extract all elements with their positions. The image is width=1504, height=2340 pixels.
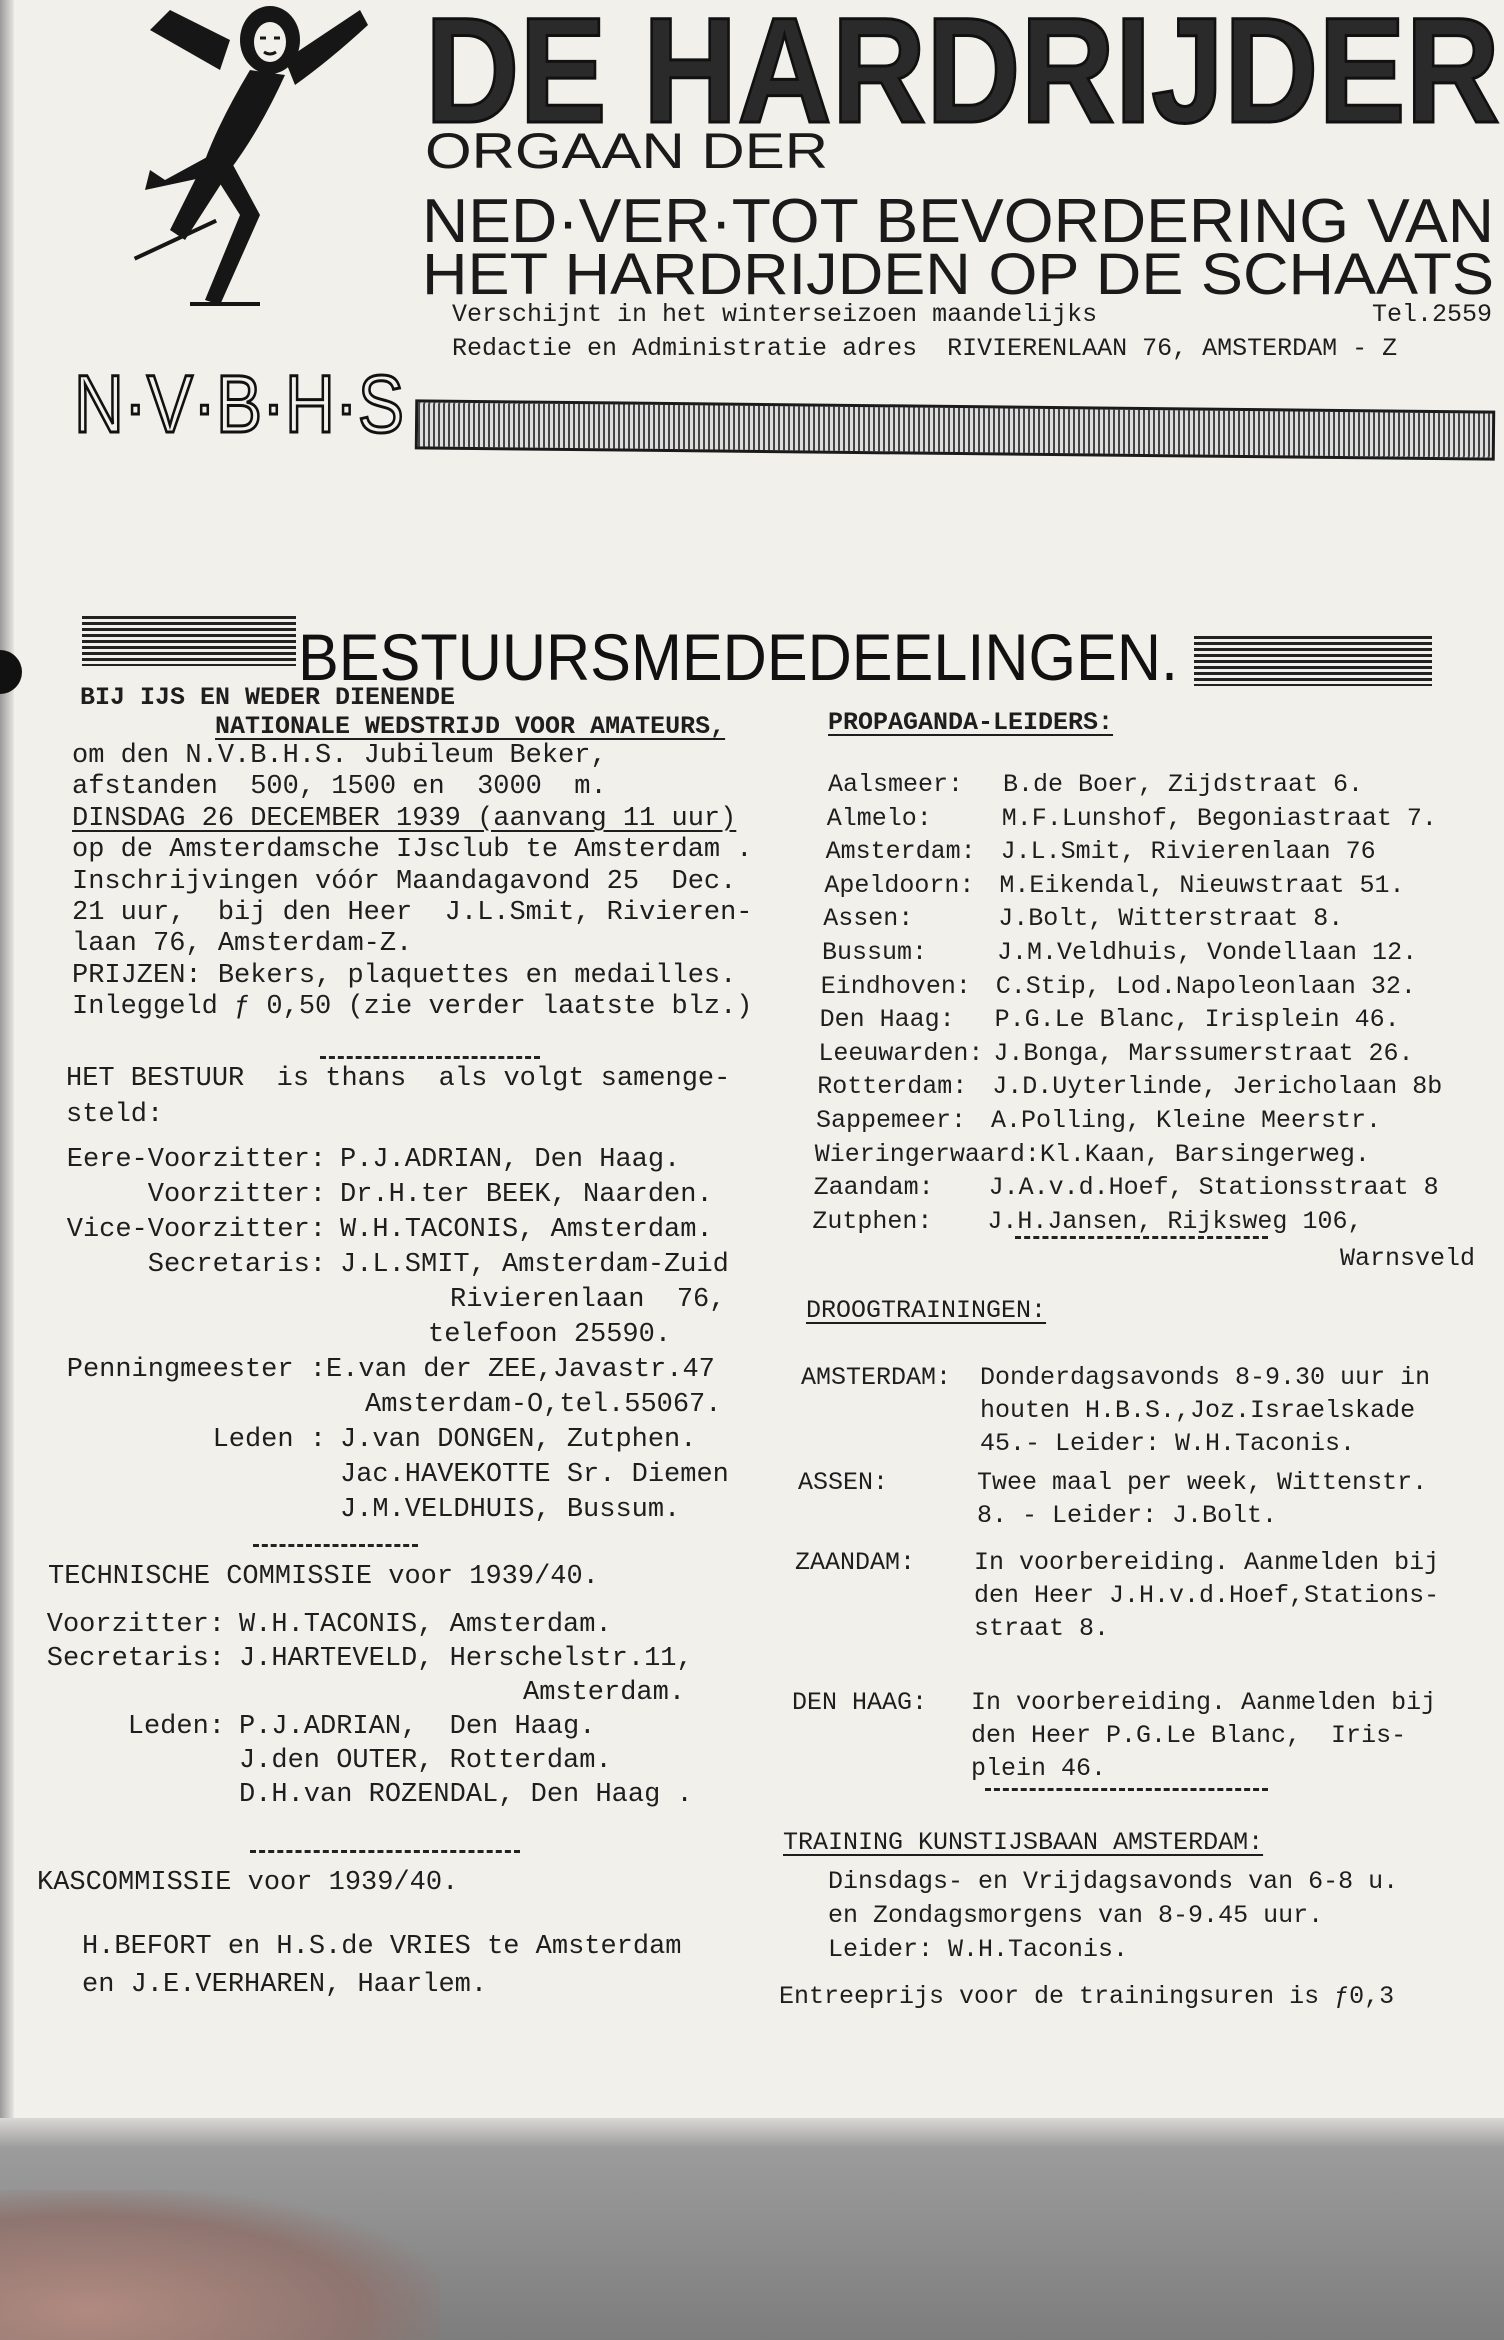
publication-frequency: Verschijnt in het winterseizoen maandelijks [452, 300, 1098, 329]
leader-name: C.Stip, Lod.Napoleonlaan 32. [995, 971, 1416, 1001]
leader-place: Wieringerwaard: [814, 1139, 1040, 1169]
propaganda-heading: PROPAGANDA-LEIDERS: [828, 708, 1114, 737]
svg-text:N·V·B·H·S: N·V·B·H·S [74, 359, 404, 450]
training-detail: Donderdagsavonds 8-9.30 uur in [980, 1363, 1431, 1392]
wedstrijd-line: afstanden 500, 1500 en 3000 m. [72, 772, 607, 803]
training-detail: In voorbereiding. Aanmelden bij [974, 1548, 1440, 1577]
training-detail: In voorbereiding. Aanmelden bij [971, 1688, 1437, 1717]
propaganda-leader-row [816, 1106, 1381, 1135]
editorial-address: Redactie en Administratie adres RIVIERENLAAN 76, AMSTERDAM - Z [452, 334, 1398, 363]
leader-place: Aalsmeer: [828, 770, 964, 799]
leader-name: A.Polling, Kleine Meerstr. [991, 1106, 1382, 1135]
member-row [40, 1678, 685, 1708]
wedstrijd-line: PRIJZEN: Bekers, plaquettes en medailles. [72, 960, 737, 991]
member-role [40, 1780, 225, 1810]
title-hatch-left [82, 616, 296, 666]
leader-name: J.M.Veldhuis, Vondellaan 12. [997, 938, 1418, 967]
member-role [50, 1390, 326, 1420]
member-row [50, 1285, 725, 1315]
finger-shadow [0, 2190, 440, 2340]
divider [320, 1056, 540, 1059]
leader-place: Den Haag: [819, 1005, 955, 1035]
member-row [40, 1610, 612, 1640]
member-role [40, 1678, 225, 1708]
leader-name: J.Bonga, Marssumerstraat 26. [993, 1038, 1414, 1068]
title-hatch-right [1194, 636, 1432, 686]
member-role: Voorzitter: [46, 1610, 225, 1640]
member-value: Jac.HAVEKOTTE Sr. Diemen [340, 1460, 729, 1490]
member-value: Rivierenlaan 76, [450, 1285, 726, 1315]
nvbhs-logo [70, 359, 410, 450]
divider [250, 1850, 520, 1853]
masthead-subtitle-2: NED·VER·TOT BEVORDERING VAN [422, 187, 1494, 256]
masthead-subtitle-3: HET HARDRIJDEN OP DE SCHAATS [422, 242, 1494, 307]
member-row [50, 1215, 713, 1245]
member-role: Secretaris: [147, 1250, 326, 1280]
kascommissie-line: en J.E.VERHAREN, Haarlem. [82, 1970, 488, 2000]
entree-price: Entreeprijs voor de trainingsuren is ƒ0,3 [779, 1982, 1395, 2011]
technische-commissie-heading: TECHNISCHE COMMISSIE voor 1939/40. [48, 1562, 599, 1592]
leader-place: Amsterdam: [825, 837, 976, 867]
member-role: Vice-Voorzitter: [66, 1215, 326, 1245]
training-detail: 8. - Leider: J.Bolt. [977, 1501, 1278, 1530]
propaganda-leader-row [814, 1173, 1439, 1202]
member-row [40, 1644, 693, 1674]
member-role [40, 1746, 225, 1776]
leader-name: M.F.Lunshof, Begoniastraat 7. [1001, 803, 1437, 833]
member-role: Voorzitter: [147, 1180, 326, 1210]
divider [1015, 1236, 1268, 1239]
divider [985, 1788, 1268, 1791]
leader-name: B.de Boer, Zijdstraat 6. [1003, 770, 1364, 799]
training-detail: den Heer J.H.v.d.Hoef,Stations- [974, 1581, 1440, 1610]
kunstijsbaan-line: en Zondagsmorgens van 8-9.45 uur. [828, 1901, 1324, 1930]
member-value: W.H.TACONIS, Amsterdam. [239, 1610, 612, 1640]
leader-place: Zutphen: [812, 1206, 933, 1236]
training-detail: straat 8. [974, 1614, 1110, 1643]
member-value: J.HARTEVELD, Herschelstr.11, [239, 1644, 693, 1674]
kunstijsbaan-line: Dinsdags- en Vrijdagsavonds van 6-8 u. [828, 1867, 1399, 1896]
propaganda-leader-row [828, 770, 1363, 799]
training-city: DEN HAAG: [792, 1688, 928, 1717]
wedstrijd-line: Inleggeld ƒ 0,50 (zie verder laatste blz.) [72, 992, 753, 1023]
leader-name: J.L.Smit, Rivierenlaan 76 [1000, 837, 1376, 867]
member-row [40, 1780, 693, 1810]
propaganda-leader-row [827, 804, 1437, 833]
leader-place: Leeuwarden: [818, 1038, 984, 1068]
member-value: P.J.ADRIAN, Den Haag. [239, 1712, 596, 1742]
leader-name: J.H.Jansen, Rijksweg 106, [987, 1206, 1363, 1236]
member-role [50, 1460, 326, 1490]
propaganda-leader-row [821, 972, 1416, 1001]
member-value: Amsterdam-O,tel.55067. [365, 1390, 722, 1420]
wedstrijd-line: Inschrijvingen vóór Maandagavond 25 Dec. [72, 866, 737, 897]
svg-text:BESTUURSMEDEDEELINGEN.: BESTUURSMEDEDEELINGEN. [298, 620, 1178, 694]
member-row [50, 1320, 671, 1350]
divider [253, 1544, 418, 1547]
leader-place: Sappemeer: [816, 1106, 967, 1135]
wedstrijd-heading: NATIONALE WEDSTRIJD VOOR AMATEURS, [215, 712, 726, 741]
member-value: D.H.van ROZENDAL, Den Haag . [239, 1780, 693, 1810]
member-value: Dr.H.ter BEEK, Naarden. [340, 1180, 713, 1210]
member-value: P.J.ADRIAN, Den Haag. [340, 1145, 681, 1175]
training-detail: houten H.B.S.,Joz.Israelskade [980, 1396, 1416, 1425]
member-row [50, 1145, 680, 1175]
training-detail: 45.- Leider: W.H.Taconis. [980, 1429, 1356, 1458]
leader-place: Zaandam: [813, 1173, 934, 1203]
member-role: Penningmeester : [66, 1355, 326, 1385]
wedstrijd-line: laan 76, Amsterdam-Z. [72, 929, 413, 960]
member-value: E.van der ZEE,Javastr.47 [326, 1355, 715, 1385]
member-row [50, 1355, 715, 1385]
member-row [40, 1746, 612, 1776]
member-value: W.H.TACONIS, Amsterdam. [340, 1215, 713, 1245]
kunstijsbaan-heading: TRAINING KUNSTIJSBAAN AMSTERDAM: [783, 1828, 1264, 1857]
member-role: Leden : [212, 1425, 326, 1455]
decorative-hatched-bar [415, 399, 1495, 460]
page-edge-shadow [0, 0, 14, 2130]
member-value: telefoon 25590. [428, 1320, 672, 1350]
propaganda-leader-row [822, 938, 1417, 967]
droogtrainingen-heading: DROOGTRAININGEN: [806, 1296, 1047, 1325]
member-value: J.M.VELDHUIS, Bussum. [340, 1495, 681, 1525]
leader-place: Rotterdam: [817, 1072, 968, 1102]
wedstrijd-intro: BIJ IJS EN WEDER DIENENDE [80, 683, 456, 712]
leader-name: J.Bolt, Witterstraat 8. [998, 904, 1344, 934]
propaganda-footer: Warnsveld [1340, 1244, 1476, 1273]
leader-name: M.Eikendal, Nieuwstraat 51. [999, 870, 1405, 900]
propaganda-leader-row [815, 1140, 1370, 1169]
member-value: Amsterdam. [523, 1678, 686, 1708]
leader-name: Kl.Kaan, Barsingerweg. [1039, 1139, 1370, 1169]
member-value: J.L.SMIT, Amsterdam-Zuid [340, 1250, 729, 1280]
leader-name: J.A.v.d.Hoef, Stationsstraat 8 [988, 1173, 1439, 1203]
propaganda-leader-row [818, 1039, 1413, 1068]
propaganda-leader-row [826, 837, 1376, 866]
leader-place: Almelo: [826, 803, 932, 833]
member-role [50, 1285, 326, 1315]
masthead [0, 0, 1504, 307]
member-row [50, 1250, 729, 1280]
wedstrijd-line: om den N.V.B.H.S. Jubileum Beker, [72, 741, 607, 771]
training-detail: den Heer P.G.Le Blanc, Iris- [971, 1721, 1407, 1750]
member-role: Secretaris: [46, 1644, 225, 1674]
section-title [298, 612, 1188, 692]
member-row [50, 1425, 696, 1455]
member-value: J.van DONGEN, Zutphen. [340, 1425, 697, 1455]
kascommissie-heading: KASCOMMISSIE voor 1939/40. [37, 1868, 459, 1898]
member-row [50, 1495, 680, 1525]
kascommissie-line: H.BEFORT en H.S.de VRIES te Amsterdam [82, 1932, 682, 1962]
wedstrijd-line: op de Amsterdamsche IJsclub te Amsterdam . [72, 835, 753, 866]
member-role [50, 1320, 326, 1350]
kunstijsbaan-line: Leider: W.H.Taconis. [828, 1935, 1129, 1964]
wedstrijd-line: DINSDAG 26 DECEMBER 1939 (aanvang 11 uur) [72, 803, 737, 834]
masthead-subtitle-1: ORGAAN DER [425, 123, 828, 179]
bestuur-intro: HET BESTUUR is thans als volgt samenge- [66, 1064, 731, 1094]
training-detail: plein 46. [971, 1754, 1107, 1783]
training-city: AMSTERDAM: [801, 1363, 952, 1392]
member-role: Eere-Voorzitter: [66, 1145, 326, 1175]
member-role: Leden: [127, 1712, 225, 1742]
member-value: J.den OUTER, Rotterdam. [239, 1746, 612, 1776]
leader-name: J.D.Uyterlinde, Jericholaan 8b [992, 1072, 1443, 1102]
propaganda-leader-row [817, 1072, 1442, 1101]
bestuur-intro-2: steld: [66, 1100, 164, 1130]
wedstrijd-line: 21 uur, bij den Heer J.L.Smit, Rivieren- [72, 898, 753, 928]
leader-place: Assen: [823, 904, 914, 934]
training-detail: Twee maal per week, Wittenstr. [977, 1468, 1428, 1497]
propaganda-leader-row [812, 1207, 1362, 1236]
training-city: ASSEN: [798, 1468, 889, 1497]
member-row [50, 1460, 729, 1490]
binder-hole [0, 650, 22, 694]
masthead-title: DE HARDRIJDER [425, 0, 1500, 154]
leader-place: Eindhoven: [820, 971, 971, 1001]
member-row [40, 1712, 595, 1742]
member-row [50, 1180, 713, 1210]
propaganda-leader-row [820, 1005, 1400, 1034]
leader-place: Bussum: [822, 938, 928, 967]
training-city: ZAANDAM: [795, 1548, 916, 1577]
telephone: Tel.2559 [1372, 300, 1493, 329]
member-row [50, 1390, 721, 1420]
leader-place: Apeldoorn: [824, 870, 975, 900]
leader-name: P.G.Le Blanc, Irisplein 46. [994, 1005, 1400, 1035]
propaganda-leader-row [824, 871, 1404, 900]
member-role [50, 1495, 326, 1525]
propaganda-leader-row [823, 904, 1343, 933]
